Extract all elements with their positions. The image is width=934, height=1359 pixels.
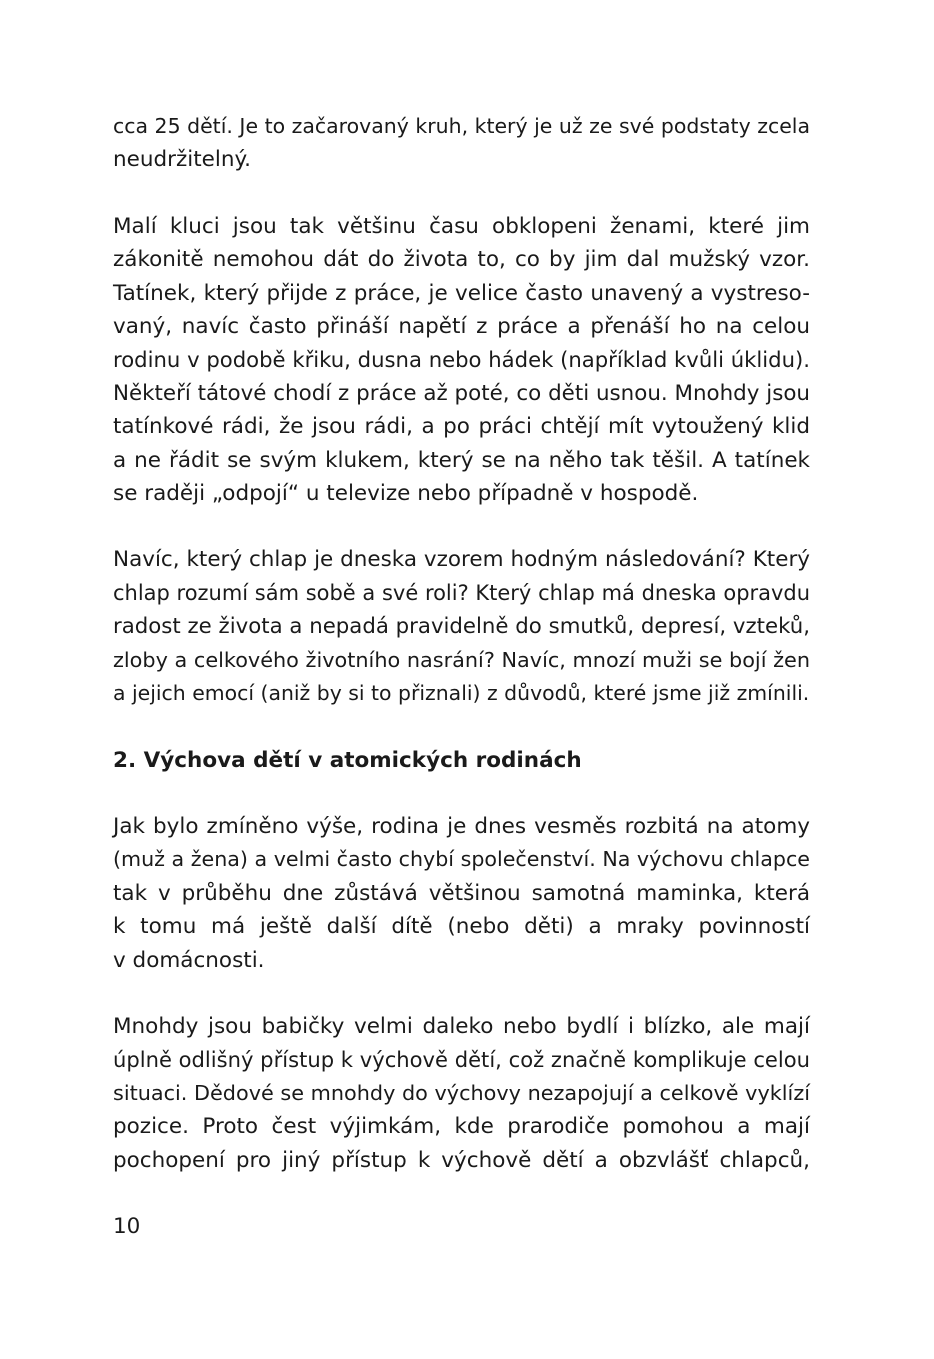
text-line: pozice. Proto čest výjimkám, kde prarodiče pomohou a mají [113,1114,810,1140]
text-line: v domácnosti. [113,947,265,973]
text-line: Malí kluci jsou tak většinu času obklopeni ženami, které jim [113,213,810,239]
text-line: a ne řádit se svým klukem, který se na něho tak těšil. A tatínek [113,447,810,473]
text-line: k tomu má ještě další dítě (nebo děti) a mraky povinností [113,914,810,940]
text-line: zákonitě nemohou dát do života to, co by jim dal mužský vzor. [113,247,810,273]
text-line: Mnohdy jsou babičky velmi daleko nebo bydlí i blízko, ale mají [113,1013,810,1039]
text-line: tak v průběhu dne zůstává většinou samotná maminka, která [113,880,810,906]
text-line: Tatínek, který přijde z práce, je velice často unavený a vystreso- [113,280,810,306]
text-line: (muž a žena) a velmi často chybí společenství. Na výchovu chlapce [113,847,810,872]
text-line: Jak bylo zmíněno výše, rodina je dnes vesměs rozbitá na atomy [113,813,810,839]
text-line: situaci. Dědové se mnohdy do výchovy nezapojují a celkově vyklízí [113,1080,810,1105]
text-line: vaný, navíc často přináší napětí z práce a přenáší ho na celou [113,314,810,340]
text-line: Někteří tátové chodí z práce až poté, co děti usnou. Mnohdy jsou [113,380,810,406]
text-line: úplně odlišný přístup k výchově dětí, což značně komplikuje celou [113,1047,810,1073]
text-line: neudržitelný. [113,147,251,173]
paragraph [113,543,810,710]
text-line: tatínkové rádi, že jsou rádi, a po práci chtějí mít vytoužený klid [113,414,810,440]
page-body [113,110,810,1210]
text-line: pochopení pro jiný přístup k výchově dětí a obzvlášť chlapců, [113,1147,810,1173]
text-line: radost ze života a nepadá pravidelně do smutků, depresí, vzteků, [113,614,810,640]
page-number: 10 [113,1214,141,1239]
text-line: zloby a celkového životního nasrání? Navíc, mnozí muži se bojí žen [113,647,810,672]
text-line: a jejich emocí (aniž by si to přiznali) z důvodů, které jsme již zmínili. [113,681,810,706]
text-line: Navíc, který chlap je dneska vzorem hodným následování? Který [113,547,810,573]
paragraph [113,810,810,977]
text-line: cca 25 dětí. Je to začarovaný kruh, který je už ze své podstaty zcela [113,114,810,138]
text-line: se raději „odpojí“ u televize nebo případně v hospodě. [113,481,699,507]
text-line: rodinu v podobě křiku, dusna nebo hádek (například kvůli úklidu). [113,347,810,373]
paragraph [113,210,810,511]
section-heading: 2. Výchova dětí v atomických rodinách [113,747,582,773]
text-line: chlap rozumí sám sobě a své roli? Který chlap má dneska opravdu [113,580,810,605]
paragraph [113,1010,810,1177]
paragraph [113,110,810,177]
